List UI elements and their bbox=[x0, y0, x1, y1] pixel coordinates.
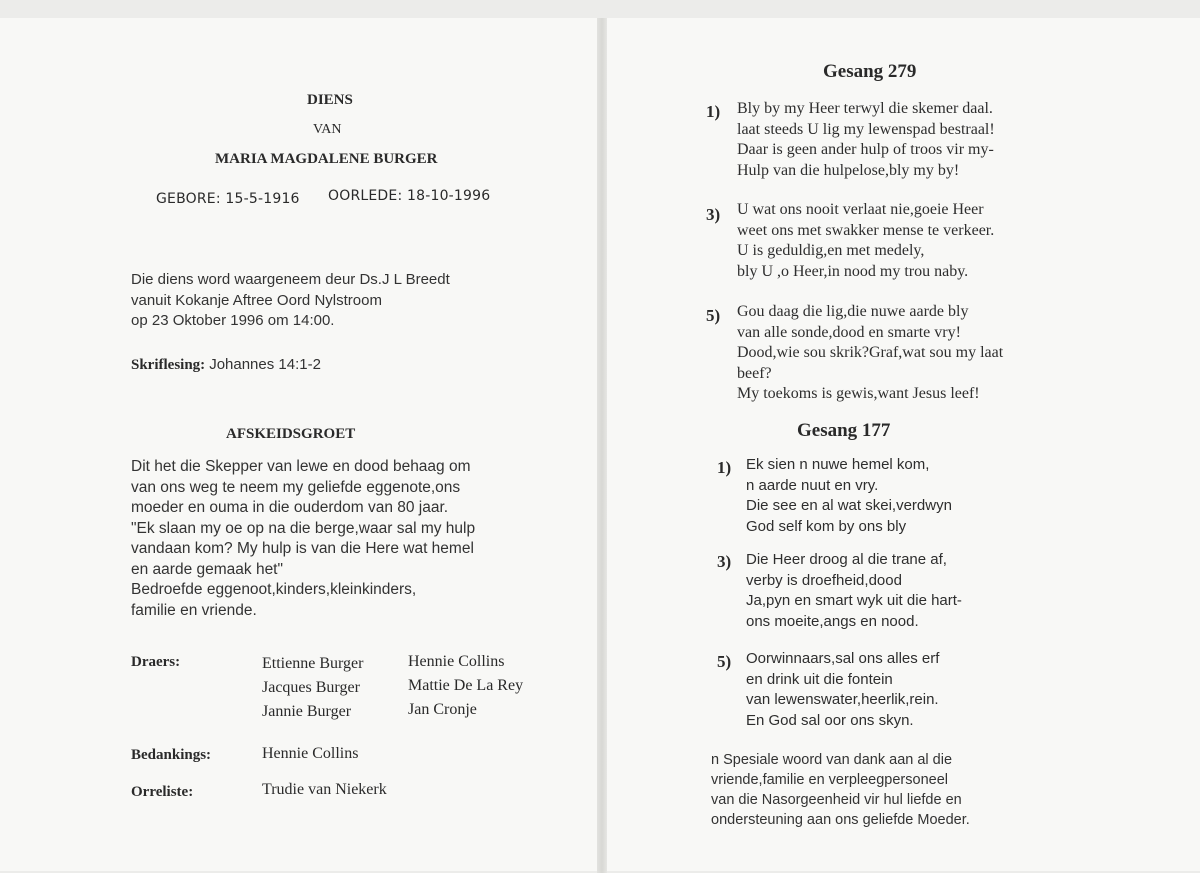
closing-thanks bbox=[711, 750, 970, 830]
verse-number: 1) bbox=[717, 458, 732, 477]
verse-line: beef? bbox=[737, 364, 772, 382]
verse-line: My toekoms is gewis,want Jesus leef! bbox=[737, 385, 980, 402]
bearer-name: Jan Cronje bbox=[408, 701, 477, 718]
scripture-reading bbox=[131, 355, 321, 376]
bearers-col2 bbox=[408, 650, 523, 722]
hymn-279-verse-5 bbox=[737, 302, 1003, 405]
hymn-279-verse-3 bbox=[737, 200, 994, 282]
closing-line: ondersteuning aan ons geliefde Moeder. bbox=[711, 812, 970, 828]
hymn-177-verse-3 bbox=[746, 550, 962, 632]
verse-line: En God sal oor ons skyn. bbox=[746, 711, 914, 729]
farewell-line: "Ek slaan my oe op na die berge,waar sal my hulp bbox=[131, 519, 476, 537]
verse-line: Bly by my Heer terwyl die skemer daal. bbox=[737, 100, 993, 117]
scripture-label: Skriflesing: bbox=[131, 357, 206, 373]
verse-line: laat steeds U lig my lewenspad bestraal! bbox=[737, 120, 995, 138]
service-line: vanuit Kokanje Aftree Oord Nylstroom bbox=[131, 291, 382, 309]
verse-line: U is geduldig,en met medely, bbox=[737, 242, 925, 259]
verse-line: Die Heer droog al die trane af, bbox=[746, 551, 947, 568]
hymn-177-verse-1 bbox=[746, 455, 952, 537]
hymn-177-verse-5 bbox=[746, 649, 939, 731]
verse-number: 5) bbox=[717, 652, 732, 671]
verse-line: bly U ,o Heer,in nood my trou naby. bbox=[737, 262, 969, 280]
bearer-name: Mattie De La Rey bbox=[408, 677, 524, 694]
farewell-line: moeder en ouma in die ouderdom van 80 jaar. bbox=[131, 499, 449, 516]
verse-line: Daar is geen ander hulp of troos vir my- bbox=[737, 141, 994, 158]
verse-number: 3) bbox=[717, 552, 732, 571]
hymn-177-title: Gesang 177 bbox=[797, 420, 891, 441]
organist-label: Orreliste: bbox=[131, 784, 194, 800]
thanks-value: Hennie Collins bbox=[262, 745, 359, 762]
verse-line: God self kom by ons bly bbox=[746, 517, 907, 535]
verse-line: Ja,pyn en smart wyk uit die hart- bbox=[746, 592, 962, 609]
closing-line: vriende,familie en verpleegpersoneel bbox=[711, 772, 948, 788]
bearers-label: Draers: bbox=[131, 654, 181, 670]
verse-line: Ek sien n nuwe hemel kom, bbox=[746, 456, 930, 473]
bearer-name: Jacques Burger bbox=[262, 679, 360, 696]
header-line-van: VAN bbox=[313, 122, 342, 137]
hymn-279-verse-1 bbox=[737, 99, 995, 181]
farewell-heading: AFSKEIDSGROET bbox=[226, 426, 356, 442]
verse-line: Gou daag die lig,die nuwe aarde bly bbox=[737, 303, 969, 320]
page-fold bbox=[597, 18, 607, 873]
farewell-line: Bedroefde eggenoot,kinders,kleinkinders, bbox=[131, 581, 417, 598]
farewell-line: van ons weg te neem my geliefde eggenote,ons bbox=[131, 478, 461, 496]
service-info bbox=[131, 270, 450, 332]
bearer-name: Jannie Burger bbox=[262, 703, 352, 720]
bearers-col1 bbox=[262, 652, 363, 724]
farewell-line: familie en vriende. bbox=[131, 601, 257, 619]
closing-line: van die Nasorgeenheid vir hul liefde en bbox=[711, 792, 962, 808]
born-date: GEBORE: 15-5-1916 bbox=[156, 191, 300, 207]
farewell-line: en aarde gemaak het" bbox=[131, 560, 283, 578]
verse-line: U wat ons nooit verlaat nie,goeie Heer bbox=[737, 201, 984, 218]
thanks-label: Bedankings: bbox=[131, 747, 212, 763]
service-line: op 23 Oktober 1996 om 14:00. bbox=[131, 312, 335, 329]
verse-line: weet ons met swakker mense te verkeer. bbox=[737, 221, 995, 239]
left-page bbox=[0, 18, 598, 871]
verse-line: Oorwinnaars,sal ons alles erf bbox=[746, 650, 940, 667]
bearer-name: Hennie Collins bbox=[408, 653, 505, 670]
farewell-text bbox=[131, 457, 475, 621]
verse-number: 5) bbox=[706, 306, 721, 325]
farewell-line: Dit het die Skepper van lewe en dood behaag om bbox=[131, 458, 471, 475]
verse-number: 1) bbox=[706, 102, 721, 121]
verse-line: Hulp van die hulpelose,bly my by! bbox=[737, 161, 960, 179]
farewell-line: vandaan kom? My hulp is van die Here wat hemel bbox=[131, 540, 474, 557]
died-date: OORLEDE: 18-10-1996 bbox=[328, 188, 491, 204]
header-line-diens: DIENS bbox=[307, 92, 353, 108]
verse-line: Dood,wie sou skrik?Graf,wat sou my laat bbox=[737, 344, 1004, 361]
verse-line: verby is droefheid,dood bbox=[746, 571, 902, 589]
verse-line: ons moeite,angs en nood. bbox=[746, 612, 919, 630]
bearer-name: Ettienne Burger bbox=[262, 655, 364, 672]
verse-line: n aarde nuut en vry. bbox=[746, 476, 879, 494]
organist-value: Trudie van Niekerk bbox=[262, 781, 387, 798]
verse-number: 3) bbox=[706, 205, 721, 224]
verse-line: en drink uit die fontein bbox=[746, 670, 893, 688]
hymn-279-title: Gesang 279 bbox=[823, 61, 917, 82]
verse-line: Die see en al wat skei,verdwyn bbox=[746, 497, 952, 514]
verse-line: van alle sonde,dood en smarte vry! bbox=[737, 323, 961, 341]
service-line: Die diens word waargeneem deur Ds.J L Breedt bbox=[131, 271, 450, 288]
closing-line: n Spesiale woord van dank aan al die bbox=[711, 752, 953, 768]
verse-line: van lewenswater,heerlik,rein. bbox=[746, 691, 939, 708]
deceased-name: MARIA MAGDALENE BURGER bbox=[215, 151, 438, 167]
scripture-value: Johannes 14:1-2 bbox=[209, 356, 321, 373]
